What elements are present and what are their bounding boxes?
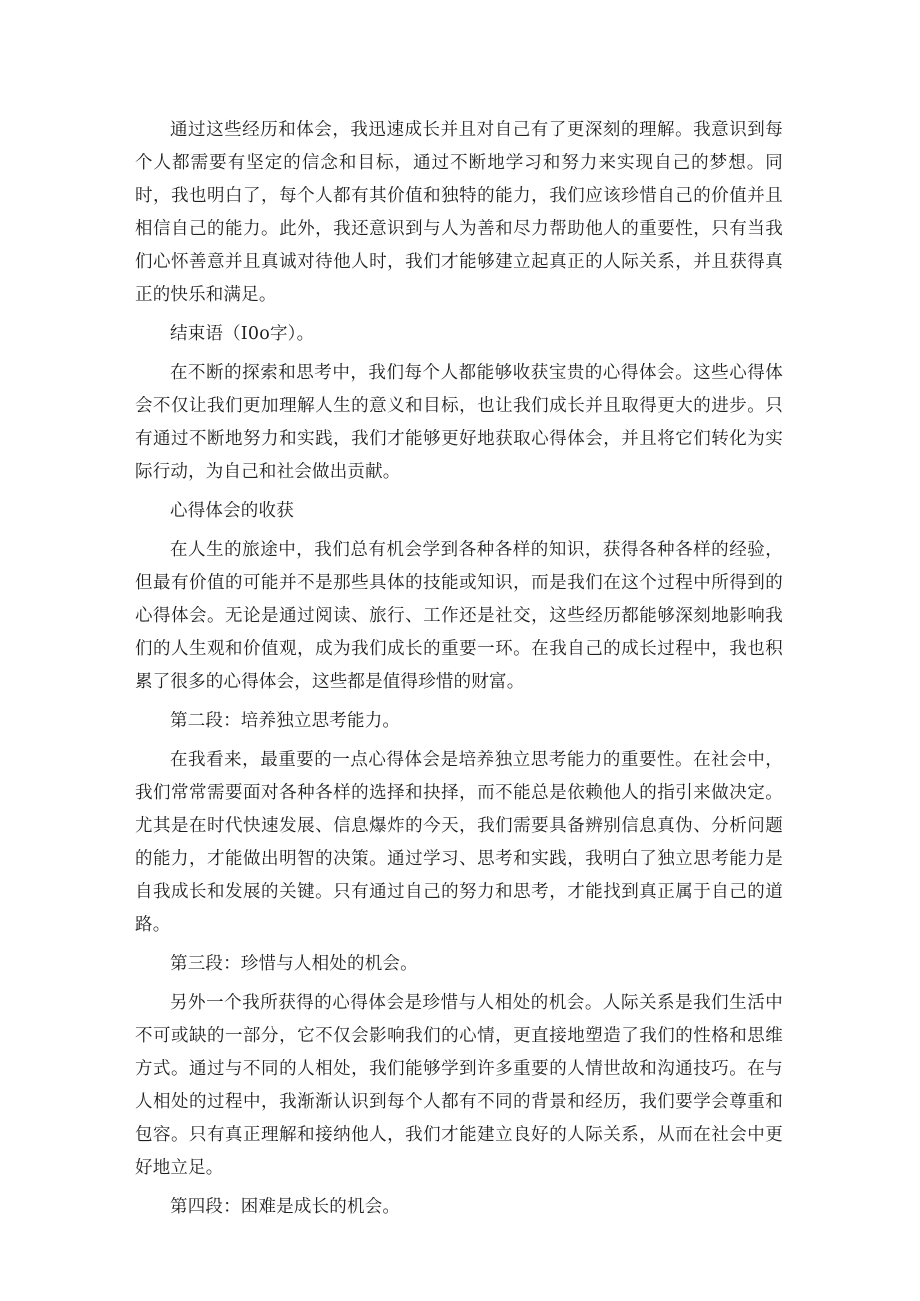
body-paragraph: 通过这些经历和体会，我迅速成长并且对自己有了更深刻的理解。我意识到每个人都需要有坚定的信念和目标，通过不断地学习和努力来实现自己的梦想。同时，我也明白了，每个人都有其价值和独特的能力，我们应该珍惜自己的价值并且相信自己的能力。此外，我还意识到与人为善和尽力帮助他人的重要性，只有当我们心怀善意并且真诚对待他人时，我们才能够建立起真正的人际关系，并且获得真正的快乐和满足。 [135,120,783,305]
body-paragraph: 在人生的旅途中，我们总有机会学到各种各样的知识，获得各种各样的经验，但最有价值的可能并不是那些具体的技能或知识，而是我们在这个过程中所得到的心得体会。无论是通过阅读、旅行、工作还是社交，这些经历都能够深刻地影响我们的人生观和价值观，成为我们成长的重要一环。在我自己的成长过程中，我也积累了很多的心得体会，这些都是值得珍惜的财富。 [135,540,783,692]
body-paragraph: 在我看来，最重要的一点心得体会是培养独立思考能力的重要性。在社会中，我们常常需要面对各种各样的选择和抉择，而不能总是依赖他人的指引来做决定。尤其是在时代快速发展、信息爆炸的今天，我们需要具备辨别信息真伪、分析问题的能力，才能做出明智的决策。通过学习、思考和实践，我明白了独立思考能力是自我成长和发展的关键。只有通过自己的努力和思考，才能找到真正属于自己的道路。 [135,750,783,935]
section-heading: 第四段：困难是成长的机会。 [170,1197,401,1217]
body-paragraph: 另外一个我所获得的心得体会是珍惜与人相处的机会。人际关系是我们生活中不可或缺的一部分，它不仅会影响我们的心情，更直接地塑造了我们的性格和思维方式。通过与不同的人相处，我们能够学到许多重要的人情世故和沟通技巧。在与人相处的过程中，我渐渐认识到每个人都有不同的背景和经历，我们要学会尊重和包容。只有真正理解和接纳他人，我们才能建立良好的人际关系，从而在社会中更好地立足。 [135,993,783,1178]
document-body [135,114,783,1230]
section-heading: 第二段：培养独立思考能力。 [170,711,401,731]
section-heading: 心得体会的收获 [170,501,294,521]
section-heading: 第三段：珍惜与人相处的机会。 [170,954,418,974]
section-heading: 结束语（I0o字）。 [170,324,315,344]
body-paragraph: 在不断的探索和思考中，我们每个人都能够收获宝贵的心得体会。这些心得体会不仅让我们更加理解人生的意义和目标，也让我们成长并且取得更大的进步。只有通过不断地努力和实践，我们才能够更好地获取心得体会，并且将它们转化为实际行动，为自己和社会做出贡献。 [135,363,783,482]
